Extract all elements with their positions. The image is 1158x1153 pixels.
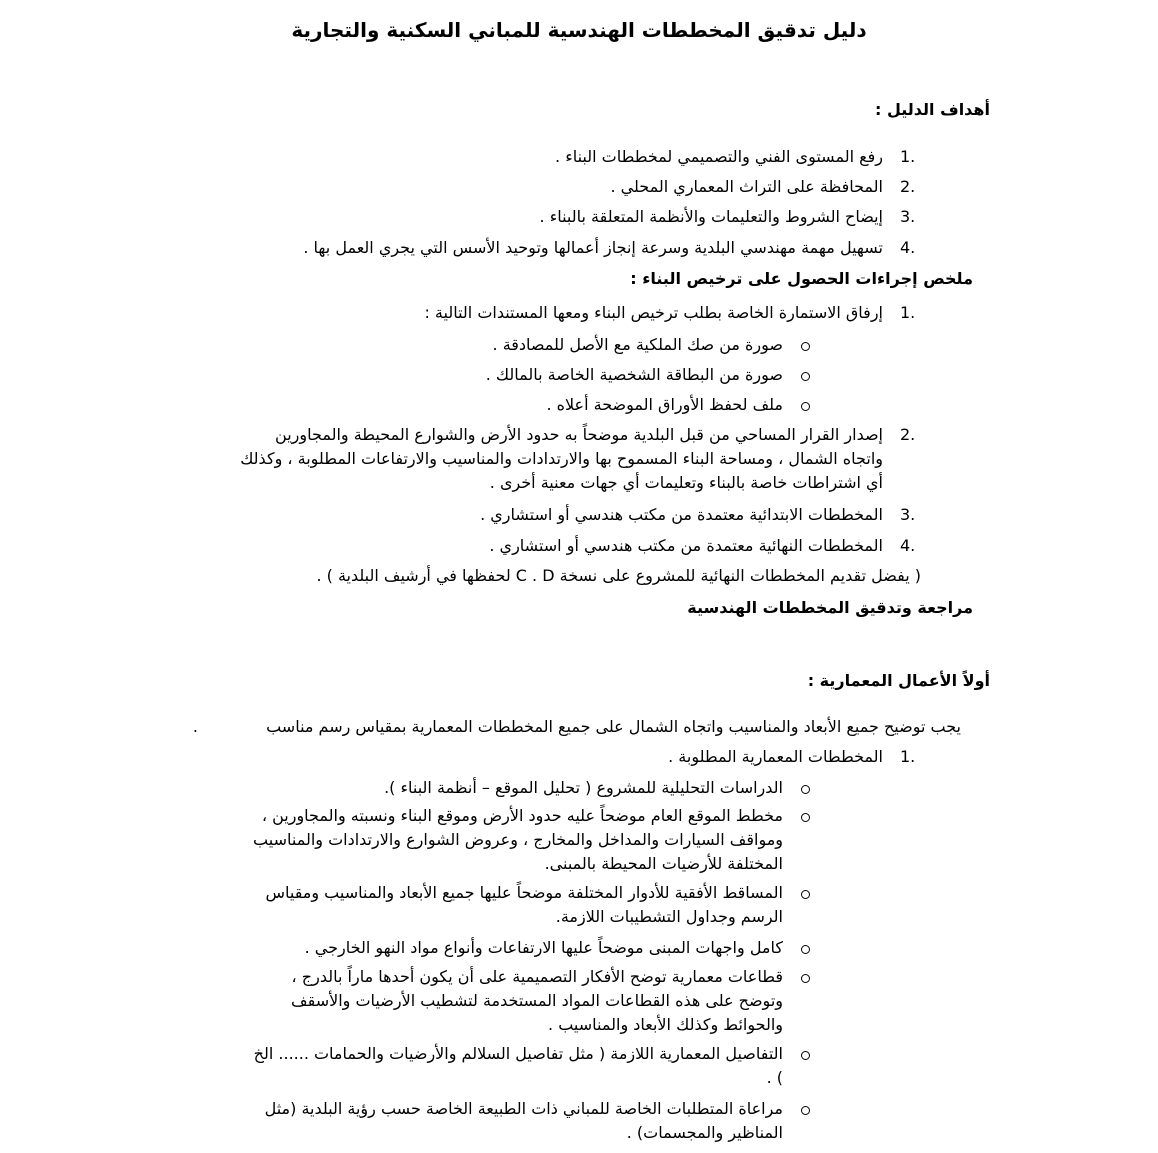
bullet-icon bbox=[801, 945, 810, 954]
architectural-sub-7-line-1: مراعاة المتطلبات الخاصة للمباني ذات الطبيعة الخاصة حسب رؤية البلدية (مثل bbox=[264, 1099, 783, 1118]
license-item-4: المخططات النهائية معتمدة من مكتب هندسي أو استشاري . bbox=[489, 536, 883, 555]
goal-item-4: تسهيل مهمة مهندسي البلدية وسرعة إنجاز أعمالها وتوحيد الأسس التي يجري العمل بها . bbox=[303, 238, 883, 257]
license-number-2: 2. bbox=[900, 425, 916, 444]
bullet-icon bbox=[801, 342, 810, 351]
license-item-2-line-3: أي اشتراطات خاصة بالبناء وتعليمات أي جهات معنية أخرى . bbox=[489, 473, 883, 492]
architectural-sub-3-line-2: الرسم وجداول التشطيبات اللازمة. bbox=[555, 907, 783, 926]
bullet-icon bbox=[801, 890, 810, 899]
bullet-icon bbox=[801, 372, 810, 381]
goal-item-2: المحافظة على التراث المعماري المحلي . bbox=[610, 177, 883, 196]
architectural-sub-2-line-2: ومواقف السيارات والمداخل والمخارج ، وعروض الشوارع والارتدادات والمناسيب bbox=[253, 830, 783, 849]
license-item-3: المخططات الابتدائية معتمدة من مكتب هندسي أو استشاري . bbox=[480, 505, 883, 524]
license-note: ( يفضل تقديم المخططات النهائية للمشروع على نسخة C . D لحفظها في أرشيف البلدية ) . bbox=[316, 566, 921, 585]
goal-item-3: إيضاح الشروط والتعليمات والأنظمة المتعلقة بالبناء . bbox=[539, 207, 883, 226]
bullet-icon bbox=[801, 402, 810, 411]
architectural-sub-6-line-2: ) . bbox=[766, 1068, 783, 1087]
page-title: دليل تدقيق المخططات الهندسية للمباني السكنية والتجارية bbox=[291, 18, 867, 42]
bullet-icon bbox=[801, 1051, 810, 1060]
architectural-sub-5-line-3: والحوائط وكذلك الأبعاد والمناسيب . bbox=[548, 1015, 783, 1034]
goal-number-2: 2. bbox=[900, 177, 916, 196]
goals-heading: أهداف الدليل : bbox=[875, 100, 990, 119]
license-sub-2: صورة من البطاقة الشخصية الخاصة بالمالك . bbox=[485, 365, 783, 384]
architectural-sub-2-line-3: المختلفة للأرضيات المحيطة بالمبنى. bbox=[544, 854, 783, 873]
architectural-item-1: المخططات المعمارية المطلوبة . bbox=[668, 747, 883, 766]
license-item-2-line-1: إصدار القرار المساحي من قبل البلدية موضحاً به حدود الأرض والشوارع المحيطة والمجاورين bbox=[275, 425, 883, 444]
license-number-3: 3. bbox=[900, 505, 916, 524]
goal-number-4: 4. bbox=[900, 238, 916, 257]
architectural-number-1: 1. bbox=[900, 747, 916, 766]
goal-item-1: رفع المستوى الفني والتصميمي لمخططات البناء . bbox=[555, 147, 883, 166]
license-number-1: 1. bbox=[900, 303, 916, 322]
goal-number-3: 3. bbox=[900, 207, 916, 226]
architectural-sub-6-line-1: التفاصيل المعمارية اللازمة ( مثل تفاصيل السلالم والأرضيات والحمامات ...... الخ bbox=[253, 1044, 783, 1063]
bullet-icon bbox=[801, 974, 810, 983]
architectural-intro-line-1: يجب توضيح جميع الأبعاد والمناسيب واتجاه الشمال على جميع المخططات المعمارية بمقياس رسم مناسب bbox=[266, 717, 961, 736]
architectural-sub-7-line-2: المناظير والمجسمات) . bbox=[626, 1123, 783, 1142]
license-sub-1: صورة من صك الملكية مع الأصل للمصادقة . bbox=[492, 335, 783, 354]
architectural-sub-2-line-1: مخطط الموقع العام موضحاً عليه حدود الأرض وموقع البناء ونسبته والمجاورين ، bbox=[261, 806, 783, 825]
architectural-heading: أولاً الأعمال المعمارية : bbox=[807, 671, 990, 690]
license-heading: ملخص إجراءات الحصول على ترخيص البناء : bbox=[630, 269, 973, 288]
architectural-sub-3-line-1: المساقط الأفقية للأدوار المختلفة موضحاً عليها جميع الأبعاد والمناسيب ومقياس bbox=[265, 883, 783, 902]
architectural-sub-1: الدراسات التحليلية للمشروع ( تحليل الموقع – أنظمة البناء ). bbox=[384, 778, 783, 797]
architectural-sub-5-line-2: وتوضح على هذه القطاعات المواد المستخدمة لتشطيب الأرضيات والأسقف bbox=[291, 991, 783, 1010]
architectural-sub-4: كامل واجهات المبنى موضحاً عليها الارتفاعات وأنواع مواد النهو الخارجي . bbox=[304, 938, 783, 957]
architectural-intro-end: . bbox=[192, 717, 198, 736]
license-item-1: إرفاق الاستمارة الخاصة بطلب ترخيص البناء ومعها المستندات التالية : bbox=[424, 303, 883, 322]
license-number-4: 4. bbox=[900, 536, 916, 555]
review-heading: مراجعة وتدقيق المخططات الهندسية bbox=[687, 598, 973, 617]
bullet-icon bbox=[801, 785, 810, 794]
bullet-icon bbox=[801, 1106, 810, 1115]
license-item-2-line-2: واتجاه الشمال ، ومساحة البناء المسموح بها والارتدادات والمناسيب والارتفاعات المطلوبة ، وكذلك bbox=[240, 449, 883, 468]
bullet-icon bbox=[801, 813, 810, 822]
architectural-sub-5-line-1: قطاعات معمارية توضح الأفكار التصميمية على أن يكون أحدها ماراً بالدرج ، bbox=[291, 967, 783, 986]
goal-number-1: 1. bbox=[900, 147, 916, 166]
license-sub-3: ملف لحفظ الأوراق الموضحة أعلاه . bbox=[546, 395, 783, 414]
